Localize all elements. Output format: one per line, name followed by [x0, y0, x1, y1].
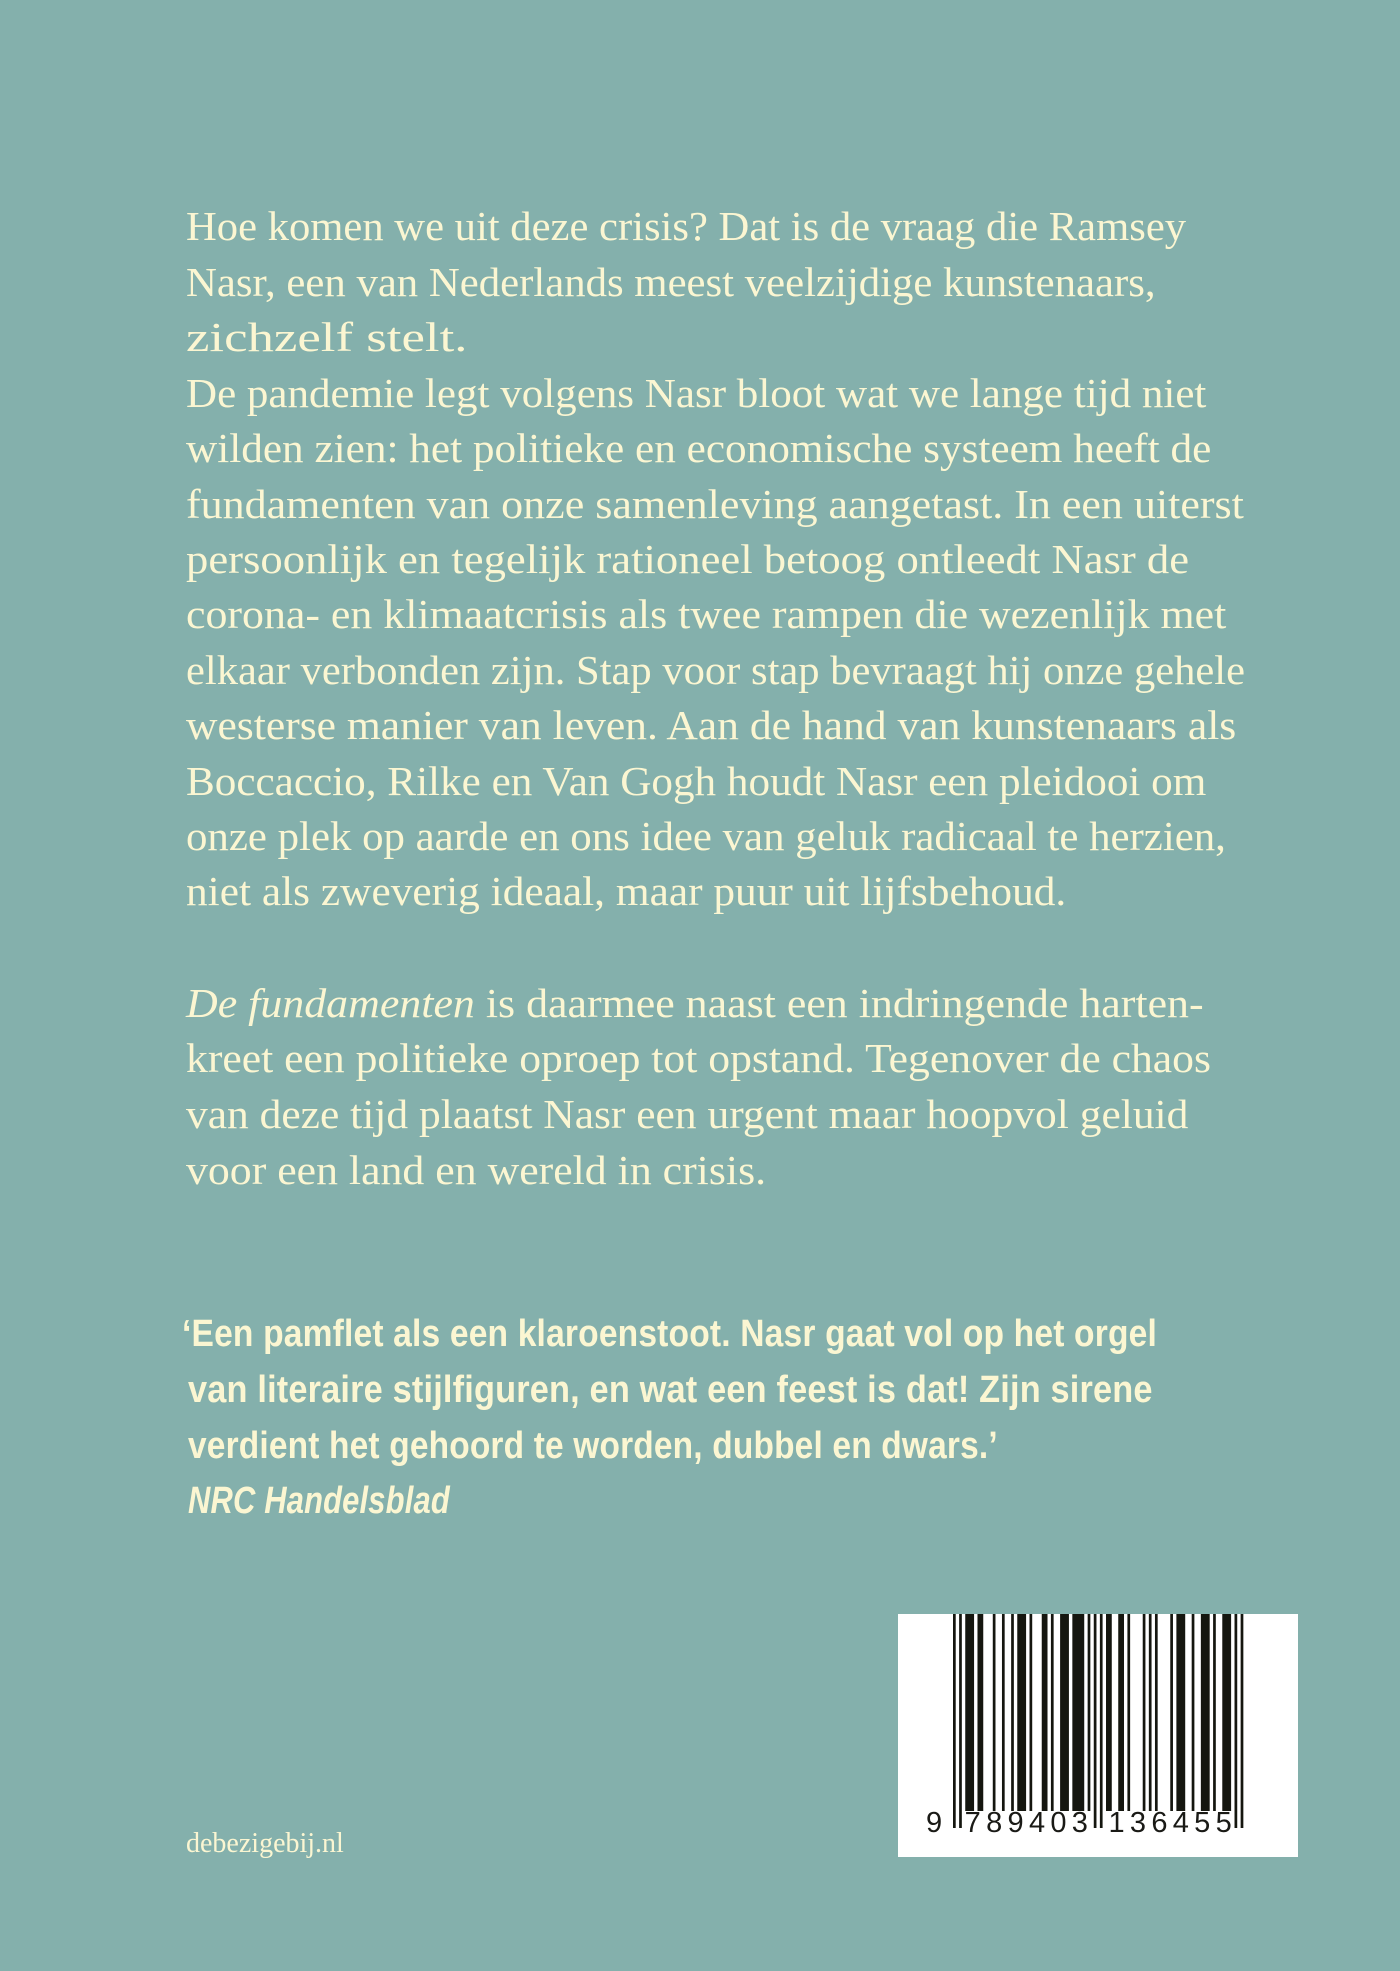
barcode-bar	[1176, 1614, 1185, 1811]
barcode-bar	[1127, 1614, 1130, 1811]
barcode-bar	[1017, 1614, 1026, 1811]
blurb-line: westerse manier van leven. Aan de hand van kunstenaars als	[186, 702, 1237, 748]
barcode-bar	[1192, 1614, 1195, 1811]
barcode-guard-bar	[1235, 1614, 1238, 1828]
barcode-digit: 4	[1172, 1807, 1189, 1839]
publisher-url[interactable]: debezigebij.nl	[186, 1828, 344, 1859]
blurb-line: Nasr, een van Nederlands meest veelzijdige kunstenaars,	[186, 259, 1156, 305]
barcode-digit: 7	[964, 1807, 981, 1839]
barcode-bar	[1201, 1614, 1210, 1811]
barcode-bar	[993, 1614, 996, 1811]
barcode-guard-bar	[953, 1614, 956, 1828]
barcode-bar	[1222, 1614, 1231, 1811]
blurb-line: persoonlijk en tegelijk rationeel betoog ontleedt Nasr de	[186, 536, 1190, 582]
barcode-bar	[1060, 1614, 1069, 1811]
barcode-bar	[1011, 1614, 1014, 1811]
blurb-line: niet als zweverig ideaal, maar puur uit lijfsbehoud.	[186, 868, 1067, 914]
barcode-bar	[1155, 1614, 1158, 1811]
barcode-digit: 5	[1215, 1807, 1232, 1839]
barcode-digit: 9	[1007, 1807, 1024, 1839]
isbn-barcode	[898, 1614, 1298, 1857]
barcode-bar	[1072, 1614, 1084, 1811]
barcode-bar	[1042, 1614, 1048, 1811]
barcode-bar	[1213, 1614, 1216, 1811]
barcode-digit: 3	[1071, 1807, 1088, 1839]
blurb-line: zichzelf stelt.	[186, 314, 468, 360]
barcode-guard-bar	[1100, 1614, 1103, 1828]
barcode-bar	[1170, 1614, 1173, 1811]
barcode-bar	[977, 1614, 983, 1811]
barcode-bar	[1149, 1614, 1152, 1811]
barcode-digit: 8	[986, 1807, 1003, 1839]
blurb-line: De pandemie legt volgens Nasr bloot wat we lange tijd niet	[186, 370, 1207, 416]
blurb-line: wilden zien: het politieke en economische systeem heeft de	[186, 425, 1212, 471]
blurb-line: corona- en klimaatcrisis als twee rampen die wezenlijk met	[186, 591, 1227, 637]
barcode-bar	[965, 1614, 974, 1811]
barcode-digit: 5	[1194, 1807, 1211, 1839]
barcode-guard-bar	[1241, 1614, 1244, 1828]
barcode-bars	[898, 1614, 1298, 1857]
barcode-bar	[1051, 1614, 1054, 1811]
barcode-bar	[1143, 1614, 1146, 1811]
barcode-bar	[1088, 1614, 1091, 1811]
blurb-line: Hoe komen we uit deze crisis? Dat is de vraag die Ramsey	[186, 203, 1187, 249]
blurb-line-rest: is daarmee naast een indringende harten-	[474, 980, 1204, 1026]
blurb-line: kreet een politieke oproep tot opstand. Tegenover de chaos	[186, 1035, 1211, 1081]
barcode-first-digit: 9	[926, 1807, 943, 1839]
quote-line: verdient het gehoord te worden, dubbel en dwars.’	[188, 1425, 998, 1467]
blurb-line: Boccaccio, Rilke en Van Gogh houdt Nasr een pleidooi om	[186, 758, 1207, 804]
quote-source: NRC Handelsblad	[188, 1480, 450, 1522]
barcode-guard-bar	[1094, 1614, 1097, 1828]
barcode-guard-bar	[959, 1614, 962, 1828]
barcode-digit: 1	[1108, 1807, 1125, 1839]
barcode-digit: 0	[1050, 1807, 1067, 1839]
blurb-line: voor een land en wereld in crisis.	[186, 1147, 767, 1193]
blurb-line: onze plek op aarde en ons idee van geluk radicaal te herzien,	[186, 813, 1226, 859]
barcode-digit: 3	[1129, 1807, 1147, 1839]
barcode-bar	[1002, 1614, 1005, 1811]
barcode-bar	[1030, 1614, 1033, 1811]
book-title-italic: De fundamenten	[186, 980, 475, 1026]
blurb-line: fundamenten van onze samenleving aangetast. In een uiterst	[186, 481, 1244, 527]
barcode-digit: 4	[1028, 1807, 1046, 1839]
barcode-digit: 6	[1151, 1807, 1168, 1839]
quote-line: van literaire stijlfiguren, en wat een feest is dat! Zijn sirene	[188, 1369, 1153, 1411]
barcode-bar	[1106, 1614, 1112, 1811]
barcode-bar	[1118, 1614, 1124, 1811]
blurb-line	[186, 980, 1204, 1026]
blurb-line: elkaar verbonden zijn. Stap voor stap bevraagt hij onze gehele	[186, 647, 1246, 693]
quote-line: ‘Een pamflet als een klaroenstoot. Nasr gaat vol op het orgel	[182, 1313, 1157, 1355]
blurb-line: van deze tijd plaatst Nasr een urgent maar hoopvol geluid	[186, 1091, 1189, 1137]
